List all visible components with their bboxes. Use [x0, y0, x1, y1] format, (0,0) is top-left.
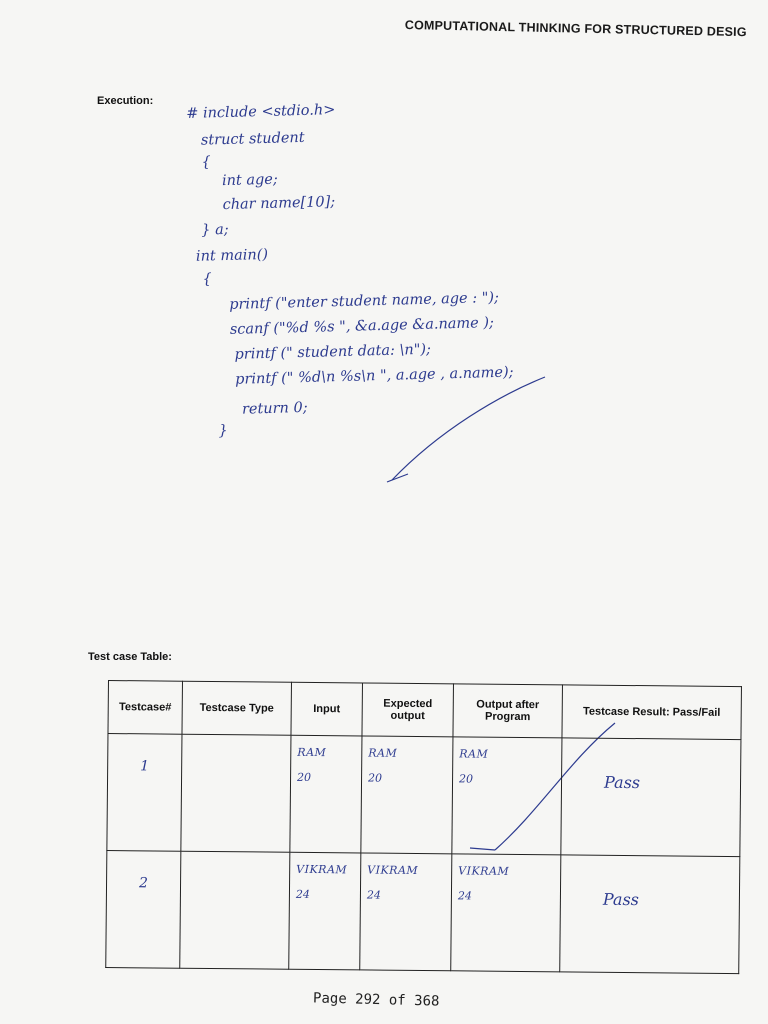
input-age: 20 [297, 770, 312, 784]
column-header: Testcase Result: Pass/Fail [562, 685, 742, 740]
input-cell [290, 735, 362, 853]
output-cell [452, 737, 562, 855]
code-line: return 0; [241, 399, 308, 418]
output-cell [451, 854, 561, 972]
expected-name: VIKRAM [367, 863, 419, 877]
input-cell [289, 852, 361, 970]
testcase-type [180, 851, 290, 969]
code-line: char name[10]; [222, 194, 336, 214]
code-line: printf ("enter student name, age : "); [229, 289, 500, 313]
testcase-table [105, 680, 742, 974]
testcase-label: Test case Table: [88, 651, 172, 663]
column-header: Testcase Type [182, 681, 292, 735]
expected-age: 24 [366, 888, 382, 902]
column-header: Output after Program [453, 684, 563, 738]
testcase-type [181, 734, 291, 852]
input-name: VIKRAM [296, 862, 348, 877]
output-name: RAM [459, 747, 489, 761]
code-line: { [202, 271, 212, 288]
code-line: { [201, 154, 211, 171]
output-age: 24 [457, 889, 473, 903]
column-header: Expected output [362, 683, 454, 737]
expected-name: RAM [368, 746, 398, 760]
code-line: int age; [221, 171, 278, 190]
column-header: Input [291, 682, 363, 736]
page-header: COMPUTATIONAL THINKING FOR STRUCTURED DESIG [404, 18, 747, 40]
testcase-result: Pass [561, 738, 741, 857]
column-header: Testcase# [108, 681, 183, 735]
page-number: Page 292 of 368 [312, 990, 440, 1010]
output-name: VIKRAM [458, 864, 510, 878]
code-line: scanf ("%d %s ", &a.age &a.name ); [229, 315, 495, 338]
code-line: # include <stdio.h> [186, 102, 336, 122]
expected-cell [360, 853, 452, 971]
code-line: struct student [200, 129, 305, 149]
code-line: } a; [201, 221, 229, 239]
testcase-number: 2 [106, 850, 181, 968]
code-line: printf (" %d\n %s\n ", a.age , a.name); [234, 364, 514, 388]
code-line: printf (" student data: \n"); [234, 341, 432, 363]
table-row [107, 734, 741, 857]
table-header-row [108, 681, 741, 740]
input-age: 24 [295, 887, 311, 901]
output-age: 20 [459, 772, 474, 786]
execution-label: Execution: [97, 95, 154, 107]
code-line: int main() [195, 246, 269, 265]
table-row [106, 850, 740, 973]
code-line: } [218, 423, 228, 440]
testcase-number: 1 [107, 734, 182, 852]
input-name: RAM [297, 745, 327, 760]
testcase-result: Pass [560, 855, 740, 974]
expected-cell [361, 736, 453, 854]
expected-age: 20 [368, 771, 383, 785]
